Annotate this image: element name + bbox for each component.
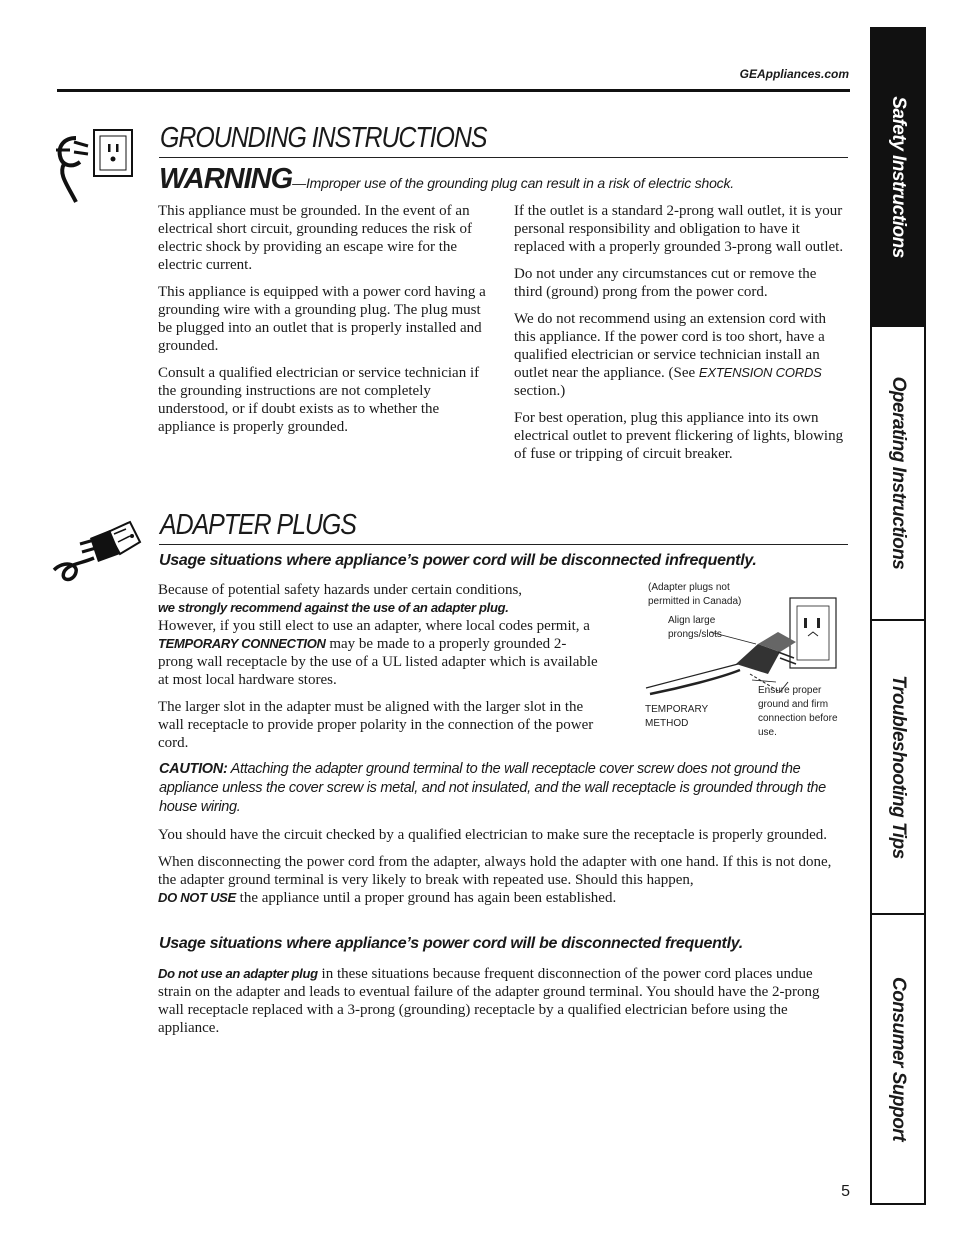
adapter-paragraph: Because of potential safety hazards under certain conditions, we strongly recommend against the use of an adapter plug. However, if you still elect to use an adapter, where local codes permit, a TEMPORARY CONNECTION may be made to a properly grounded 2-prong wall receptacle by the use of a UL listed adapter which is available at most local hardware stores.: [158, 582, 598, 688]
warning-label: WARNING: [159, 163, 293, 195]
grounding-paragraph: If the outlet is a standard 2-prong wall outlet, it is your personal responsibility and obligation to have it replaced with a properly grounded 3-prong wall outlet.: [514, 203, 844, 255]
tab-label: Consumer Support: [888, 976, 909, 1142]
adapter-title: ADAPTER PLUGS: [160, 509, 356, 541]
grounding-paragraph: For best operation, plug this appliance into its own electrical outlet to prevent flickering of lights, blowing of fuse or tripping of circuit breaker.: [514, 410, 844, 462]
do-not-use-term: DO NOT USE: [158, 890, 236, 905]
tab-label: Troubleshooting Tips: [888, 675, 909, 859]
do-not-use-adapter-term: Do not use an adapter plug: [158, 966, 318, 981]
align-label: Align large prongs/slots: [668, 615, 722, 640]
grounding-paragraph: Do not under any circumstances cut or remove the third (ground) prong from the power cord.: [514, 266, 817, 300]
temporary-method-label: TEMPORARY METHOD: [645, 704, 708, 729]
tab-label: Safety Instructions: [888, 96, 909, 258]
subhead-frequent: Usage situations where appliance’s power cord will be disconnected frequently.: [159, 935, 743, 952]
grounding-paragraph: Consult a qualified electrician or service technician if the grounding instructions are not completely understood, or if doubt exists as to whether the appliance is properly grounded.: [158, 365, 480, 435]
grounding-paragraph: This appliance must be grounded. In the event of an electrical short circuit, grounding reduces the risk of electric shock by providing an escape wire for the electric current.: [158, 203, 473, 273]
tab-label: Operating Instructions: [888, 376, 909, 570]
temporary-connection-term: TEMPORARY CONNECTION: [158, 636, 326, 651]
grounding-paragraph: We do not recommend using an extension cord with this appliance. If the power cord is too short, have a qualified electrician or service technician install an outlet near the appliance. (See EXTENSION CORDS section.): [514, 311, 827, 399]
warning-text: —Improper use of the grounding plug can result in a risk of electric shock.: [292, 175, 734, 191]
subhead-infrequent: Usage situations where appliance’s power cord will be disconnected infrequently.: [159, 552, 757, 569]
caution-note: [159, 760, 839, 817]
grounding-left-column: [158, 202, 492, 445]
tab-operating-instructions[interactable]: [872, 325, 924, 619]
caution-label: CAUTION:: [159, 761, 228, 777]
site-url: GEAppliances.com: [739, 67, 849, 81]
grounding-title-rule: [159, 157, 848, 158]
adapter-paragraph: Do not use an adapter plug in these situations because frequent disconnection of the power cord places undue strain on the adapter and leads to eventual failure of the adapter ground terminal. You should have the 2-prong wall receptacle replaced with a 3-prong (grounding) receptacle by a qualified electrician before using the appliance.: [158, 966, 820, 1036]
section-sidebar: [870, 27, 926, 1205]
adapter-recommendation: we strongly recommend against the use of an adapter plug.: [158, 600, 509, 615]
grounding-title: GROUNDING INSTRUCTIONS: [160, 122, 487, 154]
tab-troubleshooting-tips[interactable]: [872, 619, 924, 913]
outlet-plug-icon: [50, 124, 140, 208]
adapter-body-column: [158, 826, 842, 916]
adapter-paragraph: You should have the circuit checked by a qualified electrician to make sure the receptacle is properly grounded.: [158, 827, 828, 843]
adapter-plug-icon: [50, 512, 146, 588]
canada-note: (Adapter plugs not permitted in Canada): [648, 582, 742, 607]
adapter-frequent-column: [158, 965, 842, 1046]
extension-cords-reference: EXTENSION CORDS: [698, 365, 822, 380]
tab-safety-instructions[interactable]: [872, 29, 924, 325]
page-number: 5: [841, 1183, 850, 1200]
ensure-ground-label: Ensure proper ground and firm connection before use.: [758, 685, 838, 738]
adapter-figure: [640, 578, 852, 738]
caution-text: Attaching the adapter ground terminal to the wall receptacle cover screw does not ground the appliance unless the cover screw is metal, and not insulated, and the wall receptacle is grounded through the house wiring.: [159, 761, 826, 815]
warning-line: [159, 163, 734, 196]
adapter-intro-column: [158, 581, 600, 761]
header-rule: [57, 89, 850, 92]
grounding-right-column: [514, 202, 844, 472]
adapter-title-rule: [159, 544, 848, 545]
adapter-paragraph: When disconnecting the power cord from the adapter, always hold the adapter with one hand. If this is not done, the adapter ground terminal is very likely to break with repeated use. Should this happen, DO NOT USE the appliance until a proper ground has again been established.: [158, 854, 832, 906]
tab-consumer-support[interactable]: [872, 913, 924, 1203]
adapter-paragraph: The larger slot in the adapter must be aligned with the larger slot in the wall receptacle to provide proper polarity in the connection of the power cord.: [158, 699, 594, 751]
grounding-paragraph: This appliance is equipped with a power cord having a grounding wire with a grounding plug. The plug must be plugged into an outlet that is properly installed and grounded.: [158, 284, 486, 354]
